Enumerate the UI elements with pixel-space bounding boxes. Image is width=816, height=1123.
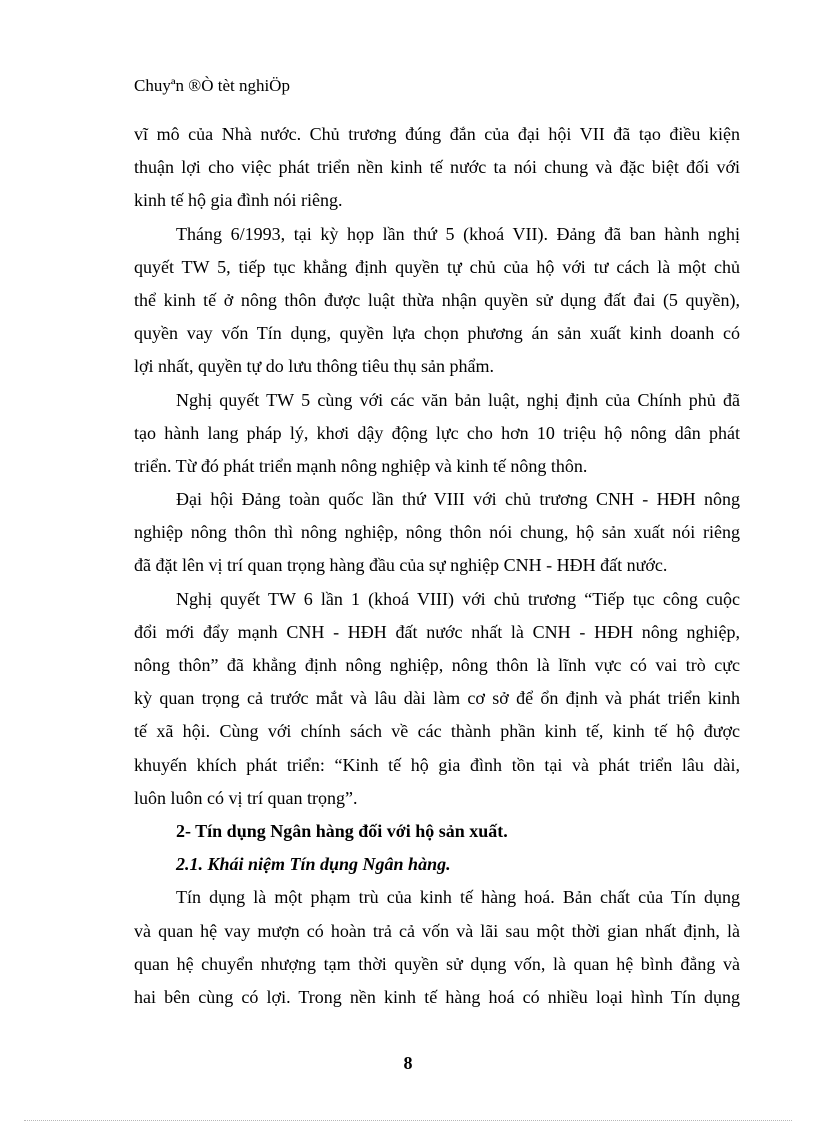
- text-line: khuyến khích phát triển: “Kinh tế hộ gia đình tồn tại và phát triển lâu dài,: [134, 754, 740, 775]
- text-line: Tín dụng là một phạm trù của kinh tế hàng hoá. Bản chất của Tín dụng: [176, 887, 740, 908]
- document-body: [134, 118, 740, 1014]
- text-line: kinh tế hộ gia đình nói riêng.: [134, 190, 343, 211]
- text-line: hai bên cùng có lợi. Trong nền kinh tế hàng hoá có nhiều loại hình Tín dụng: [134, 986, 740, 1007]
- text-line: nghiệp nông thôn thì nông nghiệp, nông thôn nói chung, hộ sản xuất nói riêng: [134, 522, 740, 543]
- text-line: đã đặt lên vị trí quan trọng hàng đầu của sự nghiệp CNH - HĐH đất nước.: [134, 555, 668, 576]
- text-line: nông thôn” đã khẳng định nông nghiệp, nông thôn là lĩnh vực có vai trò cực: [134, 655, 740, 675]
- text-line: thuận lợi cho việc phát triển nền kinh tế nước ta nói chung và đặc biệt đối với: [134, 157, 740, 178]
- text-line: thể kinh tế ở nông thôn được luật thừa nhận quyền sử dụng đất đai (5 quyền),: [134, 289, 740, 310]
- text-line: tạo hành lang pháp lý, khơi dậy động lực cho hơn 10 triệu hộ nông dân phát: [134, 422, 740, 443]
- bottom-divider: [24, 1120, 792, 1121]
- text-line: quan hệ chuyển nhượng tạm thời quyền sử dụng vốn, là quan hệ bình đẳng và: [134, 953, 740, 974]
- page-number: 8: [403, 1053, 413, 1073]
- text-line: Nghị quyết TW 5 cùng với các văn bản luật, nghị định của Chính phủ đã: [176, 389, 740, 410]
- running-header: Chuyªn ®Ò tèt nghiÖp: [134, 76, 290, 95]
- text-line: quyền vay vốn Tín dụng, quyền lựa chọn phương án sản xuất kinh doanh có: [134, 323, 740, 344]
- text-line: tế xã hội. Cùng với chính sách về các thành phần kinh tế, kinh tế hộ được: [134, 721, 740, 742]
- text-line: kỳ quan trọng cả trước mắt và lâu dài làm cơ sở để ổn định và phát triển kinh: [134, 688, 740, 709]
- text-line: luôn luôn có vị trí quan trọng”.: [134, 787, 358, 808]
- text-line: lợi nhất, quyền tự do lưu thông tiêu thụ sản phẩm.: [134, 356, 494, 377]
- text-line: Nghị quyết TW 6 lần 1 (khoá VIII) với chủ trương “Tiếp tục công cuộc: [176, 588, 740, 609]
- text-line: triển. Từ đó phát triển mạnh nông nghiệp và kinh tế nông thôn.: [134, 455, 588, 476]
- text-line: Tháng 6/1993, tại kỳ họp lần thứ 5 (khoá VII). Đảng đã ban hành nghị: [176, 223, 740, 244]
- text-line: đổi mới đẩy mạnh CNH - HĐH đất nước nhất là CNH - HĐH nông nghiệp,: [134, 621, 740, 642]
- section-heading: 2- Tín dụng Ngân hàng đối với hộ sản xuất.: [176, 820, 508, 841]
- text-line: quyết TW 5, tiếp tục khẳng định quyền tự chủ của hộ với tư cách là một chủ: [134, 256, 740, 277]
- subsection-heading: 2.1. Khái niệm Tín dụng Ngân hàng.: [176, 854, 451, 875]
- text-line: vĩ mô của Nhà nước. Chủ trương đúng đắn của đại hội VII đã tạo điều kiện: [134, 124, 740, 144]
- text-line: và quan hệ vay mượn có hoàn trả cả vốn và lãi sau một thời gian nhất định, là: [134, 920, 740, 941]
- text-line: Đại hội Đảng toàn quốc lần thứ VIII với chủ trương CNH - HĐH nông: [176, 489, 740, 510]
